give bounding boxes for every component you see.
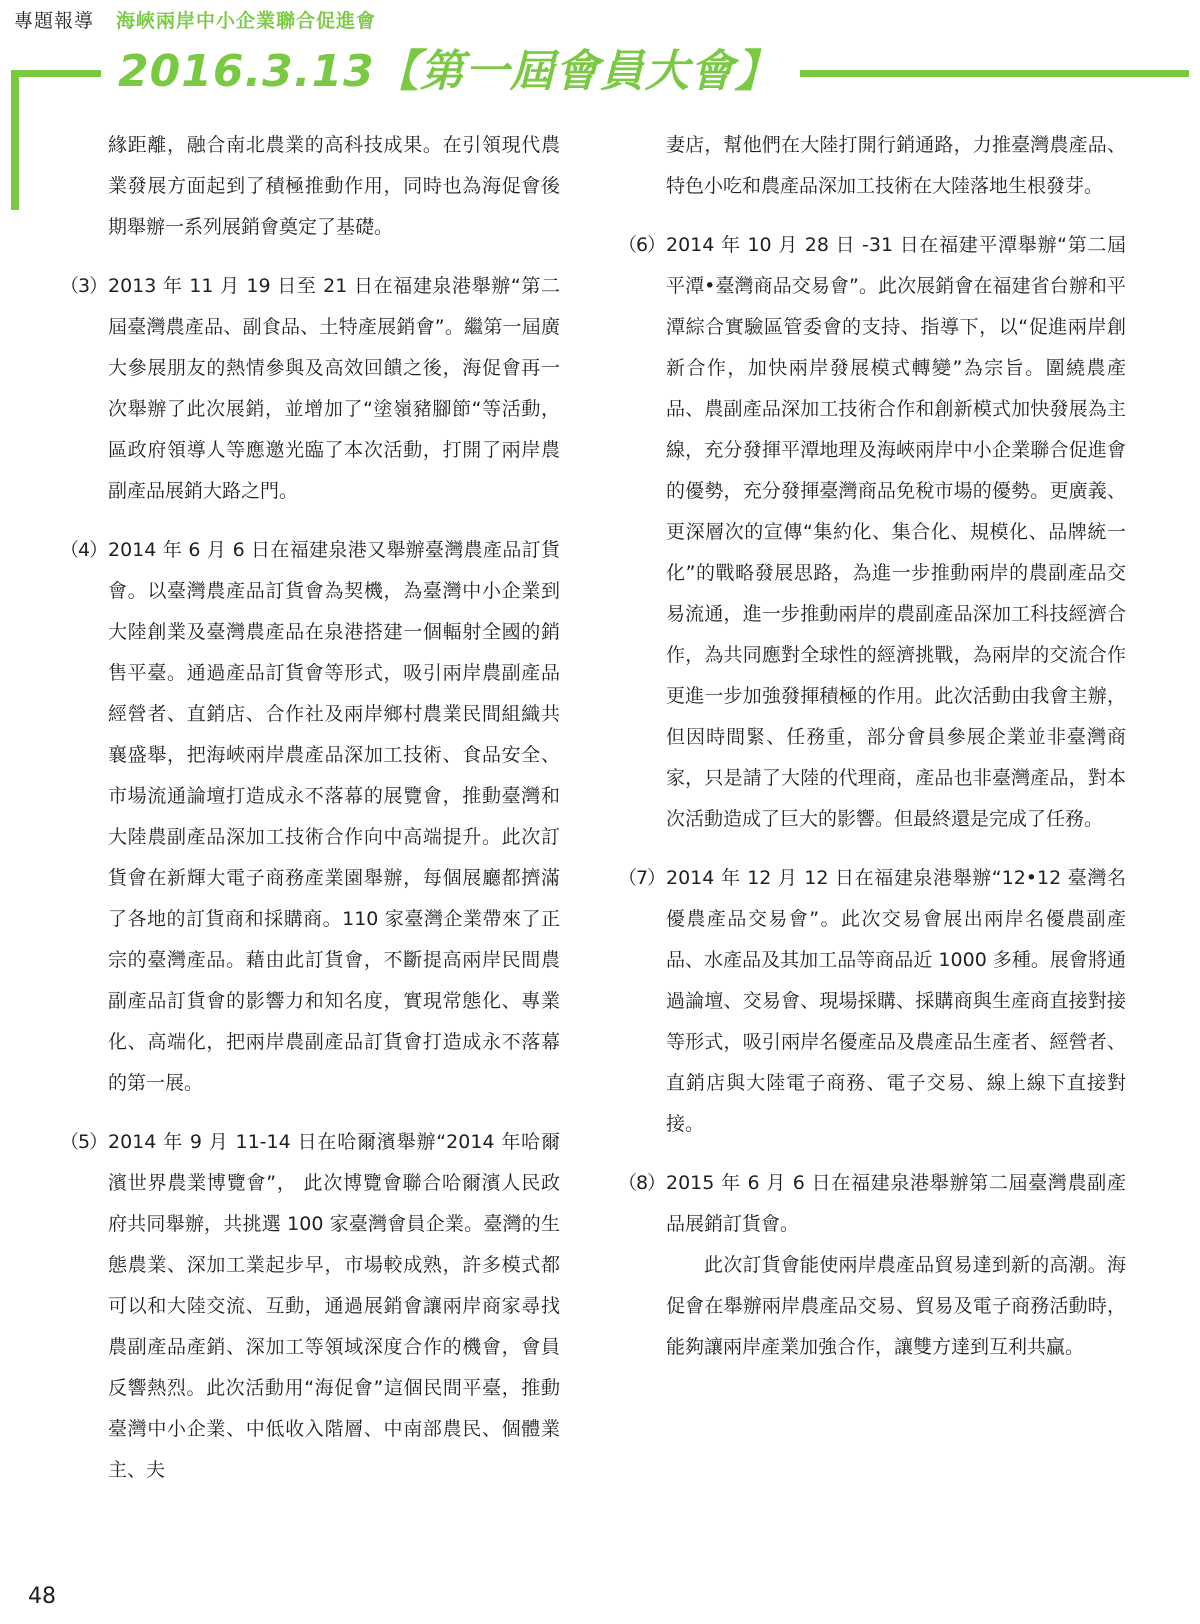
running-header [14, 6, 376, 32]
left-column [60, 125, 560, 1509]
item-number: （8） [618, 1172, 666, 1194]
item-number: （3） [60, 275, 108, 297]
item-text: 2013 年 11 月 19 日至 21 日在福建泉港舉辦“第二屆臺灣農產品、副食品、土特產展銷會”。繼第一屆廣大參展朋友的熱情參與及高效回饋之後，海促會再一次舉辦了此次展銷，並增加了“塗嶺豬腳節“等活動，區政府領導人等應邀光臨了本次活動，打開了兩岸農副產品展銷大路之門。 [108, 275, 560, 502]
item-number: （5） [60, 1131, 108, 1153]
item-number: （7） [618, 867, 666, 889]
accent-vertical-bar [11, 70, 19, 210]
item-number: （4） [60, 539, 108, 561]
item-text: 2014 年 10 月 28 日 -31 日在福建平潭舉辦“第二屆平潭•臺灣商品交易會”。此次展銷會在福建省台辦和平潭綜合實驗區管委會的支持、指導下，以“促進兩岸創新合作，加快兩岸發展模式轉變”為宗旨。圍繞農產品、農副產品深加工技術合作和創新模式加快發展為主線，充分發揮平潭地理及海峽兩岸中小企業聯合促進會的優勢，充分發揮臺灣商品免稅市場的優勢。更廣義、更深層次的宣傳“集約化、集合化、規模化、品牌統一化”的戰略發展思路，為進一步推動兩岸的農副產品交易流通，進一步推動兩岸的農副產品深加工科技經濟合作，為共同應對全球性的經濟挑戰，為兩岸的交流合作更進一步加強發揮積極的作用。此次活動由我會主辦，但因時間緊、任務重，部分會員參展企業並非臺灣商家，只是請了大陸的代理商，產品也非臺灣產品，對本次活動造成了巨大的影響。但最終還是完成了任務。 [666, 234, 1126, 830]
left-continuation-paragraph: 緣距離，融合南北農業的高科技成果。在引領現代農業發展方面起到了積極推動作用，同時也為海促會後期舉辦一系列展銷會奠定了基礎。 [108, 134, 560, 238]
item-text: 2015 年 6 月 6 日在福建泉港舉辦第二屆臺灣農副產品展銷訂貨會。 [666, 1172, 1126, 1235]
list-item [60, 530, 560, 1104]
item-number: （6） [618, 234, 666, 256]
item-text: 2014 年 6 月 6 日在福建泉港又舉辦臺灣農產品訂貨會。以臺灣農產品訂貨會為契機，為臺灣中小企業到大陸創業及臺灣農產品在泉港搭建一個輻射全國的銷售平臺。通過產品訂貨會等形式，吸引兩岸農副產品經營者、直銷店、合作社及兩岸鄉村農業民間組織共襄盛舉，把海峽兩岸農產品深加工技術、食品安全、市場流通論壇打造成永不落幕的展覽會，推動臺灣和大陸農副產品深加工技術合作向中高端提升。此次訂貨會在新輝大電子商務產業園舉辦，每個展廳都擠滿了各地的訂貨商和採購商。110 家臺灣企業帶來了正宗的臺灣產品。藉由此訂貨會，不斷提高兩岸民間農副產品訂貨會的影響力和知名度，實現常態化、專業化、高端化，把兩岸農副產品訂貨會打造成永不落幕的第一展。 [108, 539, 560, 1094]
page-headline: 2016.3.13【第一屆會員大會】 [118, 46, 780, 97]
item-text: 2014 年 9 月 11-14 日在哈爾濱舉辦“2014 年哈爾濱世界農業博覽會”， 此次博覽會聯合哈爾濱人民政府共同舉辦，共挑選 100 家臺灣會員企業。臺灣的生態農業、深加工業起步早，市場較成熟，許多模式都可以和大陸交流、互動，通過展銷會讓兩岸商家尋找農副產品產銷、深加工等領域深度合作的機會，會員反響熱烈。此次活動用“海促會”這個民間平臺，推動臺灣中小企業、中低收入階層、中南部農民、個體業主、夫 [108, 1131, 560, 1481]
list-item [618, 1163, 1126, 1245]
org-name: 海峽兩岸中小企業聯合促進會 [116, 10, 377, 32]
right-column [618, 125, 1126, 1386]
closing-paragraph: 此次訂貨會能使兩岸農產品貿易達到新的高潮。海促會在舉辦兩岸農產品交易、貿易及電子商務活動時，能夠讓兩岸產業加強合作，讓雙方達到互利共贏。 [666, 1254, 1126, 1358]
right-continuation-paragraph: 妻店，幫他們在大陸打開行銷通路，力推臺灣農產品、特色小吃和農產品深加工技術在大陸落地生根發芽。 [666, 134, 1126, 197]
accent-rule-left [11, 70, 101, 77]
list-item [618, 225, 1126, 840]
list-item [618, 858, 1126, 1145]
section-tag: 專題報導 [14, 10, 95, 32]
accent-rule-right [800, 70, 1189, 77]
item-text: 2014 年 12 月 12 日在福建泉港舉辦“12•12 臺灣名優農產品交易會”。此次交易會展出兩岸名優農副產品、水產品及其加工品等商品近 1000 多種。展會將通過論壇、交易會、現場採購、採購商與生產商直接對接等形式，吸引兩岸名優產品及農產品生產者、經營者、直銷店與大陸電子商務、電子交易、線上線下直接對接。 [666, 867, 1126, 1135]
list-item [60, 1122, 560, 1491]
page-number: 48 [28, 1584, 56, 1609]
list-item [60, 266, 560, 512]
